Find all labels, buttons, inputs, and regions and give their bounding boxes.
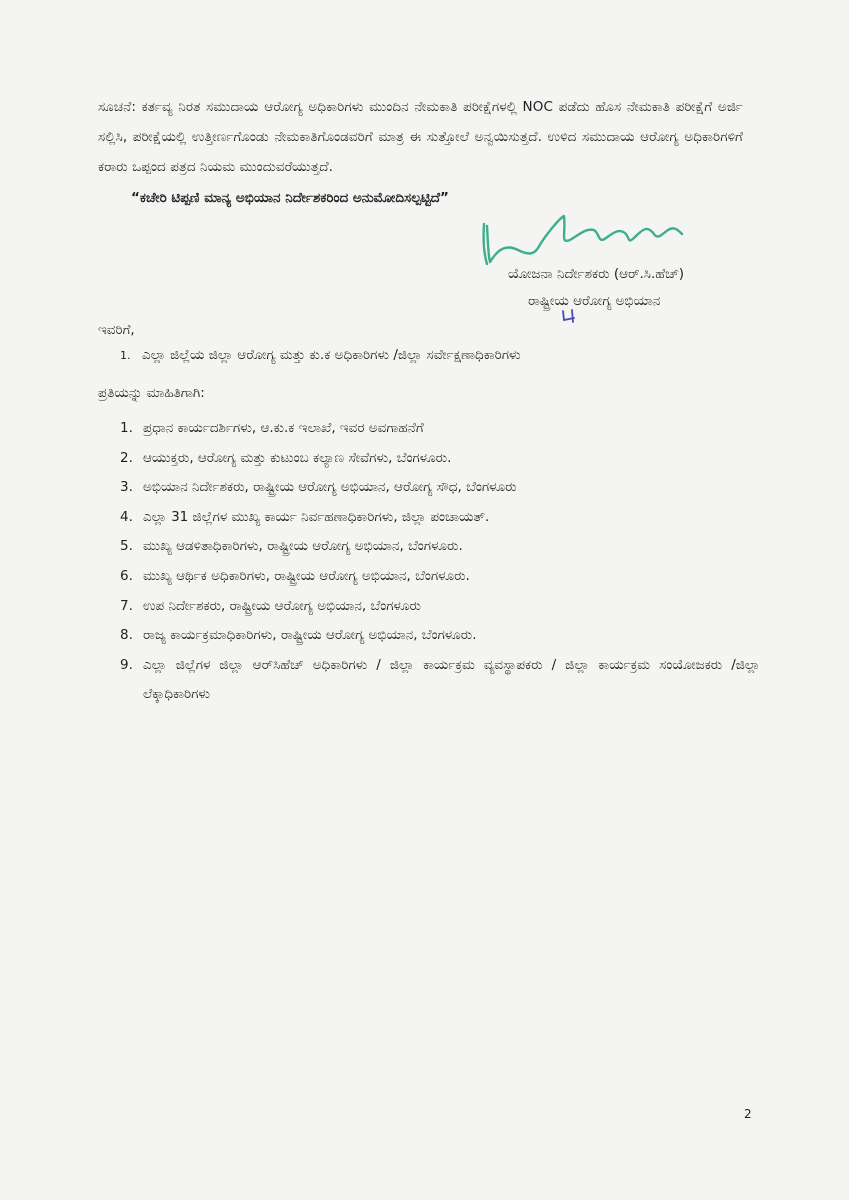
list-number: 1. <box>120 349 131 362</box>
list-text: ಎಲ್ಲಾ ಜಿಲ್ಲೆಗಳ ಜಿಲ್ಲಾ ಆರ್‌ಸಿಹೆಚ್ ಅಧಿಕಾರಿಗಳು / ಜಿಲ್ಲಾ ಕಾರ್ಯಕ್ರಮ ವ್ಯವಸ್ಥಾಪಕರು / ಜಿಲ್ಲಾ ಕಾರ್ಯಕ್ರಮ ಸಂಯೋಜಕರು /ಜಿಲ್ಲಾ ಲೆಕ್ಕಾಧಿಕಾರಿಗಳು <box>143 656 760 703</box>
list-number: 2. <box>120 449 133 466</box>
copy-to-label: ಪ್ರತಿಯನ್ನು ಮಾಹಿತಿಗಾಗಿ: <box>98 385 205 401</box>
list-text: ಎಲ್ಲಾ ಜಿಲ್ಲೆಯ ಜಿಲ್ಲಾ ಆರೋಗ್ಯ ಮತ್ತು ಕು.ಕ ಅಧಿಕಾರಿಗಳು /ಜಿಲ್ಲಾ ಸರ್ವೇಕ್ಷಣಾಧಿಕಾರಿಗಳು <box>142 347 521 363</box>
page-number: 2 <box>744 1107 752 1121</box>
list-text: ರಾಜ್ಯ ಕಾರ್ಯಕ್ರಮಾಧಿಕಾರಿಗಳು, ರಾಷ್ಟ್ರೀಯ ಆರೋಗ್ಯ ಅಭಿಯಾನ, ಬೆಂಗಳೂರು. <box>143 627 477 644</box>
handwritten-initial <box>560 308 582 324</box>
copy-to-list <box>120 414 760 710</box>
signatory-organisation: ರಾಷ್ಟ್ರೀಯ ಆರೋಗ್ಯ ಅಭಿಯಾನ <box>528 293 661 309</box>
list-number: 5. <box>120 538 133 555</box>
list-text: ಮುಖ್ಯ ಆಡಳಿತಾಧಿಕಾರಿಗಳು, ರಾಷ್ಟ್ರೀಯ ಆರೋಗ್ಯ ಅಭಿಯಾನ, ಬೆಂಗಳೂರು. <box>143 538 463 555</box>
list-text: ಮುಖ್ಯ ಆರ್ಥಿಕ ಅಧಿಕಾರಿಗಳು, ರಾಷ್ಟ್ರೀಯ ಆರೋಗ್ಯ ಅಭಿಯಾನ, ಬೆಂಗಳೂರು. <box>143 567 470 584</box>
list-item <box>120 592 760 622</box>
list-item <box>120 562 760 592</box>
approval-remark: “ಕಚೇರಿ ಟಿಪ್ಪಣಿ ಮಾನ್ಯ ಅಭಿಯಾನ ನಿರ್ದೇಶಕರಿಂದ ಅನುಮೋದಿಸಲ್ಪಟ್ಟಿದೆ” <box>131 190 449 206</box>
list-number: 9. <box>120 656 133 673</box>
signatory-designation: ಯೋಜನಾ ನಿರ್ದೇಶಕರು (ಆರ್.ಸಿ.ಹೆಚ್) <box>508 266 685 282</box>
list-item <box>120 473 760 503</box>
list-item <box>120 651 760 710</box>
list-item <box>120 532 760 562</box>
list-item <box>120 503 760 533</box>
list-item <box>120 414 760 444</box>
list-number: 4. <box>120 508 133 525</box>
list-number: 7. <box>120 597 133 614</box>
list-number: 1. <box>120 420 133 436</box>
list-text: ಅಭಿಯಾನ ನಿರ್ದೇಶಕರು, ರಾಷ್ಟ್ರೀಯ ಆರೋಗ್ಯ ಅಭಿಯಾನ, ಆರೋಗ್ಯ ಸೌಧ, ಬೆಂಗಳೂರು <box>143 479 517 496</box>
addressee-item <box>120 347 521 363</box>
list-number: 8. <box>120 627 133 644</box>
list-item <box>120 621 760 651</box>
list-item <box>120 444 760 474</box>
list-text: ಆಯುಕ್ತರು, ಆರೋಗ್ಯ ಮತ್ತು ಕುಟುಂಬ ಕಲ್ಯಾಣ ಸೇವೆಗಳು, ಬೆಂಗಳೂರು. <box>143 449 452 466</box>
handwritten-signature <box>478 204 688 270</box>
list-text: ಪ್ರಧಾನ ಕಾರ್ಯದರ್ಶಿಗಳು, ಆ.ಕು.ಕ ಇಲಾಖೆ, ಇವರ ಅವಗಾಹನೆಗೆ <box>143 420 424 436</box>
list-text: ಎಲ್ಲಾ 31 ಜಿಲ್ಲೆಗಳ ಮುಖ್ಯ ಕಾರ್ಯ ನಿರ್ವಹಣಾಧಿಕಾರಿಗಳು, ಜಿಲ್ಲಾ ಪಂಚಾಯತ್. <box>143 508 490 525</box>
addressee-label: ಇವರಿಗೆ, <box>98 322 135 338</box>
list-number: 3. <box>120 479 133 496</box>
list-text: ಉಪ ನಿರ್ದೇಶಕರು, ರಾಷ್ಟ್ರೀಯ ಆರೋಗ್ಯ ಅಭಿಯಾನ, ಬೆಂಗಳೂರು <box>143 597 421 614</box>
list-number: 6. <box>120 567 133 584</box>
note-paragraph: ಸೂಚನೆ: ಕರ್ತವ್ಯ ನಿರತ ಸಮುದಾಯ ಆರೋಗ್ಯ ಅಧಿಕಾರಿಗಳು ಮುಂದಿನ ನೇಮಕಾತಿ ಪರೀಕ್ಷೆಗಳಲ್ಲಿ NOC ಪಡೆದು ಹೊಸ ನೇಮಕಾತಿ ಪರೀಕ್ಷೆಗೆ ಅರ್ಜಿ ಸಲ್ಲಿಸಿ, ಪರೀಕ್ಷೆಯಲ್ಲಿ ಉತ್ತೀರ್ಣಗೊಂಡು ನೇಮಕಾತಿಗೊಂಡವರಿಗೆ ಮಾತ್ರ ಈ ಸುತ್ತೋಲೆ ಅನ್ವಯಿಸುತ್ತದೆ. ಉಳಿದ ಸಮುದಾಯ ಆರೋಗ್ಯ ಅಧಿಕಾರಿಗಳಿಗೆ ಕರಾರು ಒಪ್ಪಂದ ಪತ್ರದ ನಿಯಮ ಮುಂದುವರೆಯುತ್ತದೆ. <box>98 99 743 175</box>
